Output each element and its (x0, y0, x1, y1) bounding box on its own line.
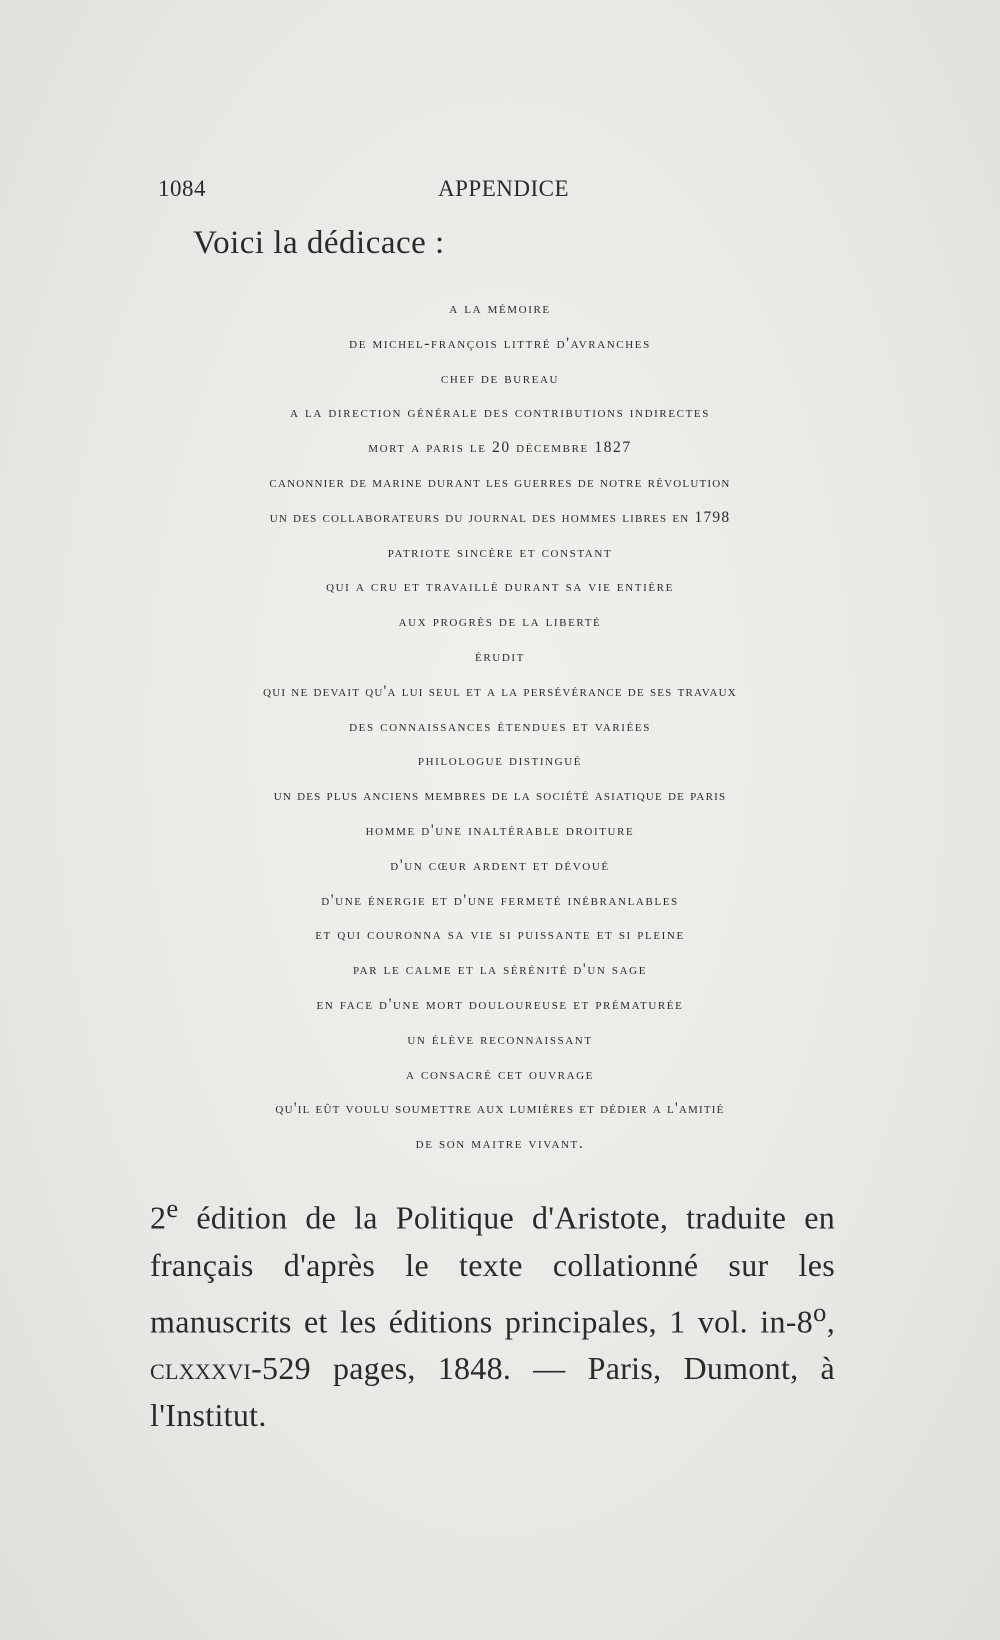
bibliography-text: , (826, 1303, 835, 1340)
pagination-roman: clxxxvi (150, 1350, 252, 1387)
dedication-block (150, 292, 850, 1162)
dedication-line: philologue distingué (417, 752, 583, 770)
bibliography-text: édition de la Politique d'Aristote, traduite en français d'après le texte collationné sur les manuscrits et les éditions principales, 1 vol. in-8 (150, 1199, 835, 1340)
dedication-line: d'une énergie et d'une fermeté inébranlables (321, 891, 679, 909)
edition-number: 2 (150, 1199, 167, 1236)
dedication-line: homme d'une inaltérable droiture (365, 821, 635, 839)
dedication-line: canonnier de marine durant les guerres de notre révolution (269, 473, 731, 491)
dedication-line: qui ne devait qu'a lui seul et a la persévérance de ses travaux (263, 682, 737, 700)
dedication-line: érudit (475, 647, 525, 665)
dedication-line: un des plus anciens membres de la société asiatique de paris (273, 787, 727, 805)
dedication-line: a consacré cet ouvrage (406, 1065, 594, 1083)
dedication-line: et qui couronna sa vie si puissante et si pleine (315, 926, 685, 944)
dedication-line: chef de bureau (440, 369, 560, 387)
bibliography-entry (150, 1185, 835, 1439)
page-header (158, 176, 838, 206)
dedication-line: a la direction générale des contributions indirectes (290, 404, 710, 422)
dedication-line: de son maitre vivant. (415, 1135, 585, 1153)
dedication-line: en face d'une mort douloureuse et prématurée (316, 995, 684, 1013)
dedication-line: mort a paris le 20 décembre 1827 (368, 439, 632, 457)
page-number: 1084 (158, 176, 206, 201)
dedication-line: qu'il eût voulu soumettre aux lumières et dédier a l'amitié (275, 1100, 725, 1118)
dedication-line: un élève reconnaissant (407, 1030, 593, 1048)
dedication-line: un des collaborateurs du journal des hommes libres en 1798 (269, 508, 731, 526)
dedication-line: des connaissances étendues et variées (349, 717, 651, 735)
dedication-intro: Voici la dédicace : (193, 225, 445, 261)
format-suffix: o (813, 1296, 827, 1327)
dedication-line: par le calme et la sérénité d'un sage (352, 961, 648, 979)
dedication-line: patriote sincère et constant (387, 543, 613, 561)
dedication-line: aux progrès de la liberté (398, 613, 602, 631)
edition-suffix: e (166, 1193, 179, 1223)
running-head: APPENDICE (438, 176, 570, 201)
dedication-line: d'un cœur ardent et dévoué (390, 856, 610, 874)
dedication-line: de michel-françois littré d'avranches (349, 334, 651, 352)
dedication-line: qui a cru et travaillé durant sa vie entière (326, 578, 674, 596)
dedication-line: a la mémoire (449, 300, 551, 317)
bibliography-text: -529 pages, 1848. — Paris, Dumont, à l'Institut. (150, 1350, 835, 1434)
